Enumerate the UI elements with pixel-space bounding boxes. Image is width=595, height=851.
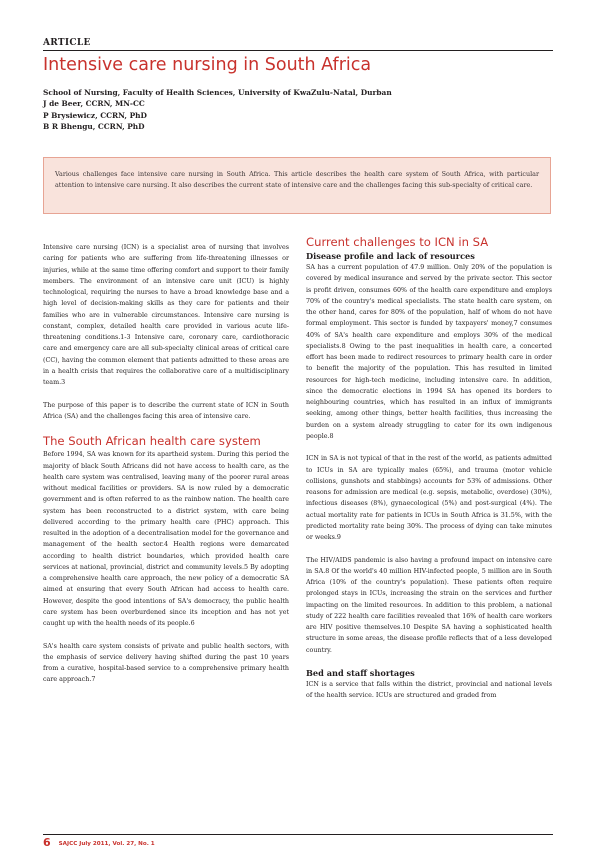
page-number: 6 xyxy=(43,836,51,849)
body-paragraph: SA's health care system consists of private and public health sectors, with the emphasis of service delivery having shifted during the past 10 years from a curative, hospital-based service to a comprehensive primary health care approach.7 xyxy=(43,642,289,684)
journal-citation: SAJCC July 2011, Vol. 27, No. 1 xyxy=(58,841,155,847)
right-column xyxy=(306,234,552,713)
author-name: B R Bhengu, CCRN, PhD xyxy=(43,121,145,131)
left-column xyxy=(43,242,289,697)
subsection-heading: Bed and staff shortages xyxy=(306,668,415,678)
header-rule xyxy=(43,50,553,51)
abstract-box: Various challenges face intensive care nursing in South Africa. This article describes the health care system of South Africa, with particular attention to intensive care nursing. It also describes the current state of intensive care and the challenges facing this sub-specialty of critical care. xyxy=(43,157,551,214)
body-paragraph: Before 1994, SA was known for its apartheid system. During this period the majority of black South Africans did not have access to health care, as the health care system was centralised, leaving many of the poorer rural areas without medical facilities or providers. SA is now ruled by a democratic government and is often referred to as the rainbow nation. The health care system has been reconstructed to a district system, with care being delivered according to the primary health care (PHC) approach. This resulted in the adoption of a decentralisation model for the governance and management of the health sector.4 Health regions were demarcated according to health district boundaries, which provided health care services at national, provincial, district and community levels.5 By adopting a comprehensive health care approach, the new policy of a democratic SA aimed at ensuring that every South African had access to health care. However, despite the good intentions of SA's democracy, the public health care system has been overburdened since its inception and has not yet caught up with the health needs of its people.6 xyxy=(43,451,289,627)
subsection-heading: Disease profile and lack of resources xyxy=(306,251,475,261)
body-paragraph: Intensive care nursing (ICN) is a specialist area of nursing that involves caring for patients who are suffering from life-threatening illnesses or injuries, while at the same time offering comfort and support to their family members. The environment of an intensive care unit (ICU) is highly technological, requiring the nurses to have a broad knowledge base and a high level of decision-making skills as they care for patients and their families who are in vulnerable circumstances. Intensive care nursing is constant, complex, detailed health care provided in various acute life-threatening conditions.1-3 Intensive care, coronary care, cardiothoracic care and emergency care are all sub-specialty clinical areas of critical care (CC), having the common element that patients admitted to these areas are in a health crisis that requires the collaborative care of a multidisciplinary team.3 xyxy=(43,244,289,386)
body-paragraph: The HIV/AIDS pandemic is also having a profound impact on intensive care in SA.8 Of the world's 40 million HIV-infected people, 5 million are in South Africa (10% of the country's population). These patients often require prolonged stays in ICUs, increasing the strain on the services and further impacting on the limited resources. In addition to this problem, a national study of 222 health care facilities revealed that 16% of health care workers are HIV positive themselves.10 Despite SA having a sophisticated health structure in some areas, the disease profile reflects that of a less developed country. xyxy=(306,556,552,654)
section-label: ARTICLE xyxy=(43,38,91,48)
section-heading: The South African health care system xyxy=(43,434,261,449)
body-paragraph: ICN in SA is not typical of that in the rest of the world, as patients admitted to ICUs in SA are typically males (65%), and trauma (motor vehicle collisions, gunshots and stabbings) accounts for 53% of admissions. Other reasons for admission are medical (e.g. sepsis, metabolic, overdose) (30%), infectious diseases (8%), gynaecological (5%) and post-surgical (4%). The actual mortality rate for patients in ICUs in South Africa is 31.5%, with the predicted mortality rate being 30%. The process of dying can take minutes or weeks.9 xyxy=(306,455,552,541)
article-title: Intensive care nursing in South Africa xyxy=(43,55,372,75)
body-paragraph: The purpose of this paper is to describe the current state of ICN in South Africa (SA) and the challenges facing this area of intensive care. xyxy=(43,401,289,420)
author-name: J de Beer, CCRN, MN-CC xyxy=(43,99,145,109)
author-affiliation: School of Nursing, Faculty of Health Sciences, University of KwaZulu-Natal, Durban xyxy=(43,88,392,97)
section-heading: Current challenges to ICN in SA xyxy=(306,235,489,249)
footer-rule xyxy=(43,834,553,835)
page-footer xyxy=(43,838,155,851)
author-name: P Brysiewicz, CCRN, PhD xyxy=(43,110,147,120)
body-paragraph: SA has a current population of 47.9 million. Only 20% of the population is covered by medical insurance and served by the private sector. This sector is profit driven, consumes 60% of the health care expenditure and employs 70% of the country's medical specialists. The state health care system, on the other hand, cares for 80% of the population, half of whom do not have formal employment. This sector is funded by taxpayers' money,7 consumes 40% of SA's health care expenditure and employs 30% of the medical specialists.8 Owing to the past inequalities in health care, a concerted effort has been made to redirect resources to primary health care in order to benefit the majority of the population. This has resulted in limited resources for high-tech medicine, including intensive care. In addition, since the democratic elections in 1994 SA has opened its borders to neighbouring countries, which has resulted in an influx of immigrants seeking, among other things, better health facilities, thus increasing the burden on a system already struggling to cater for its own indigenous people.8 xyxy=(306,264,552,440)
author-block xyxy=(43,87,553,132)
body-paragraph: ICN is a service that falls within the district, provincial and national levels of the health service. ICUs are structured and graded from xyxy=(306,681,552,700)
